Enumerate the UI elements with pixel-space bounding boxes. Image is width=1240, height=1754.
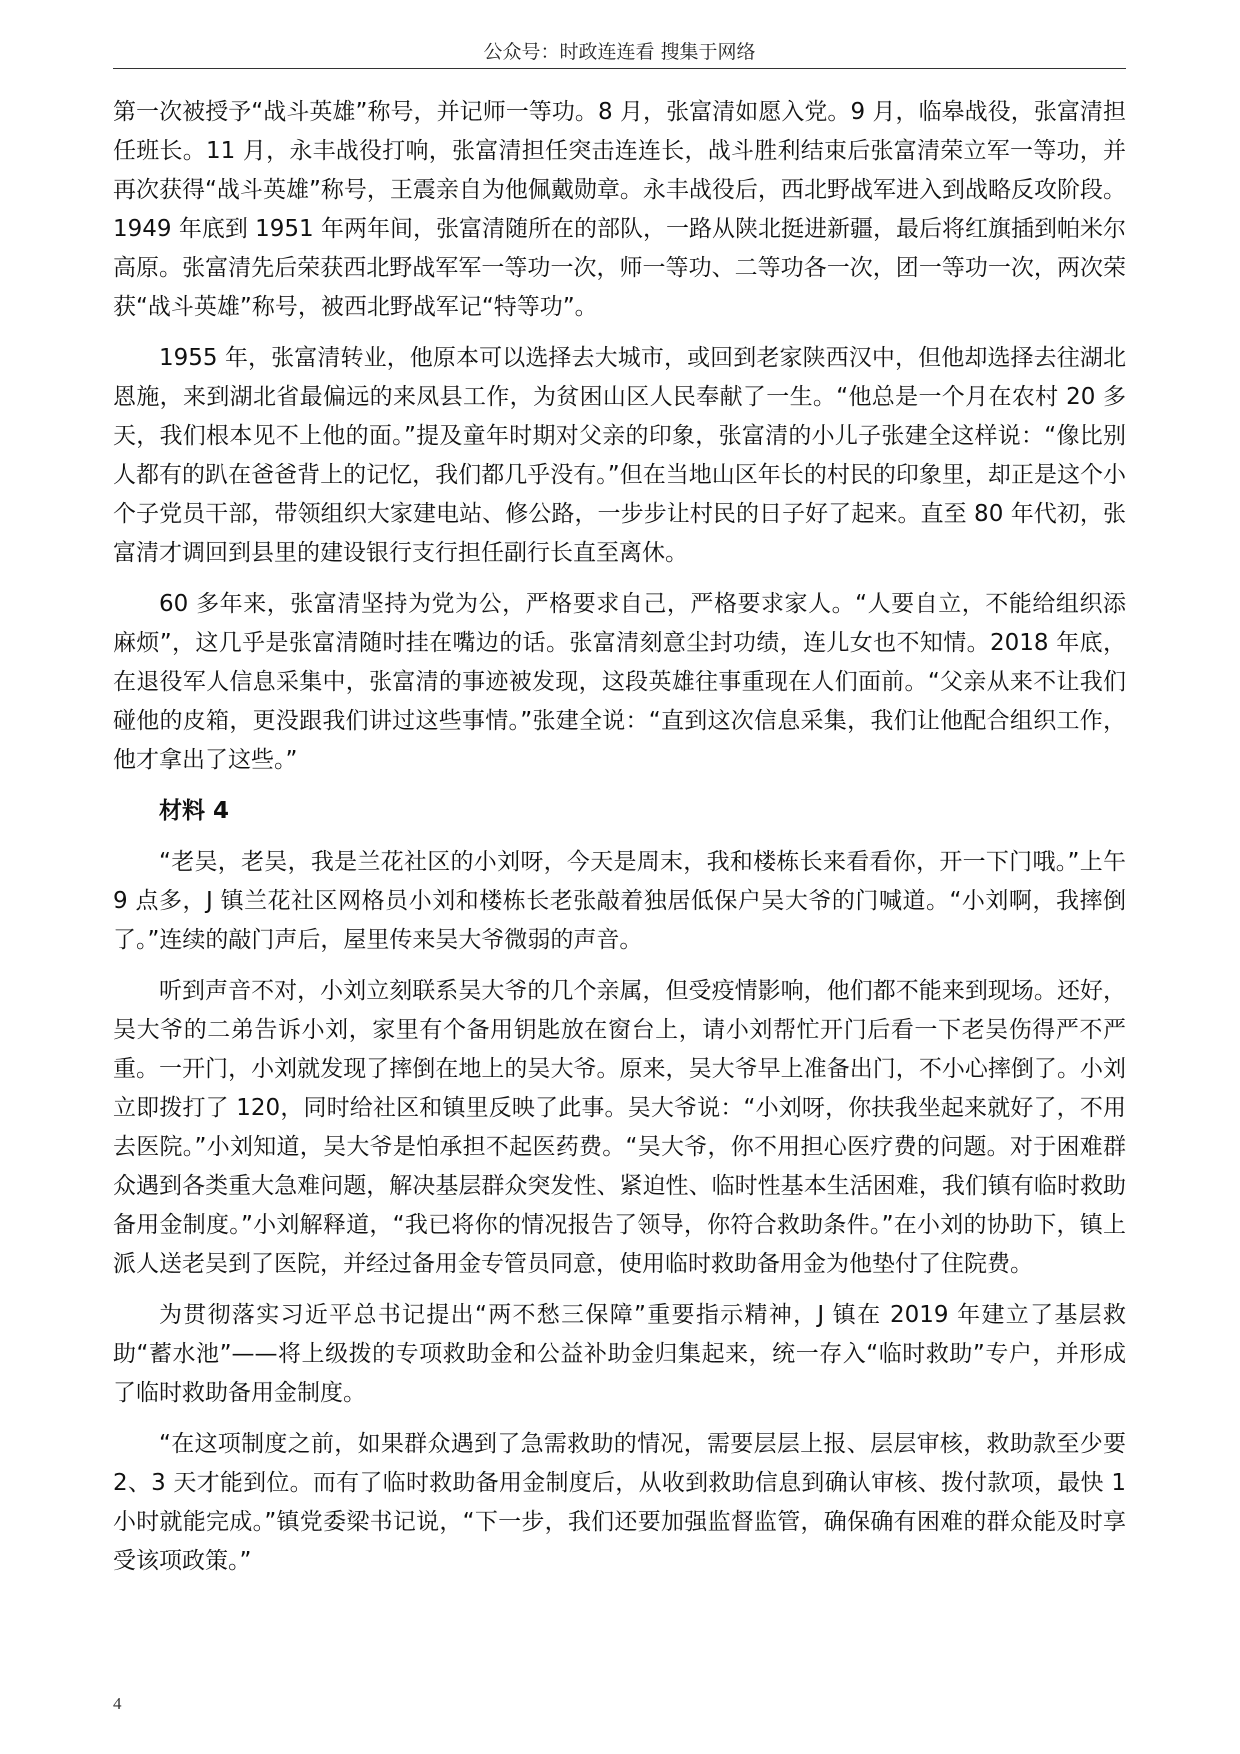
- header-divider: [113, 68, 1126, 69]
- document-body: [113, 93, 1126, 1593]
- paragraph: “老吴，老吴，我是兰花社区的小刘呀，今天是周末，我和楼栋长来看看你，开一下门哦。”上午 9 点多，J 镇兰花社区网格员小刘和楼栋长老张敲着独居低保户吴大爷的门喊道。“小刘啊，我摔倒了。”连续的敲门声后，屋里传来吴大爷微弱的声音。: [113, 849, 1126, 953]
- paragraph: 60 多年来，张富清坚持为党为公，严格要求自己，严格要求家人。“人要自立，不能给组织添麻烦”，这几乎是张富清随时挂在嘴边的话。张富清刻意尘封功绩，连儿女也不知情。2018 年底，在退役军人信息采集中，张富清的事迹被发现，这段英雄往事重现在人们面前。“父亲从来不让我们碰他的皮箱，更没跟我们讲过这些事情。”张建全说：“直到这次信息采集，我们让他配合组织工作，他才拿出了这些。”: [113, 591, 1126, 773]
- section-heading: 材料 4: [159, 798, 230, 824]
- paragraph: 听到声音不对，小刘立刻联系吴大爷的几个亲属，但受疫情影响，他们都不能来到现场。还好，吴大爷的二弟告诉小刘，家里有个备用钥匙放在窗台上，请小刘帮忙开门后看一下老吴伤得严不严重。一开门，小刘就发现了摔倒在地上的吴大爷。原来，吴大爷早上准备出门，不小心摔倒了。小刘立即拨打了 120，同时给社区和镇里反映了此事。吴大爷说：“小刘呀，你扶我坐起来就好了，不用去医院。”小刘知道，吴大爷是怕承担不起医药费。“吴大爷，你不用担心医疗费的问题。对于困难群众遇到各类重大急难问题，解决基层群众突发性、紧迫性、临时性基本生活困难，我们镇有临时救助备用金制度。”小刘解释道，“我已将你的情况报告了领导，你符合救助条件。”在小刘的协助下，镇上派人送老吴到了医院，并经过备用金专管员同意，使用临时救助备用金为他垫付了住院费。: [113, 978, 1126, 1277]
- paragraph: “在这项制度之前，如果群众遇到了急需救助的情况，需要层层上报、层层审核，救助款至少要 2、3 天才能到位。而有了临时救助备用金制度后，从收到救助信息到确认审核、拨付款项，最快 1 小时就能完成。”镇党委梁书记说，“下一步，我们还要加强监督监管，确保确有困难的群众能及时享受该项政策。”: [113, 1431, 1126, 1574]
- page-number: 4: [113, 1694, 122, 1713]
- page-header: 公众号：时政连连看 搜集于网络: [483, 41, 756, 63]
- paragraph-continued: 第一次被授予“战斗英雄”称号，并记师一等功。8 月，张富清如愿入党。9 月，临皋战役，张富清担任班长。11 月，永丰战役打响，张富清担任突击连连长，战斗胜利结束后张富清荣立军一等功，并再次获得“战斗英雄”称号，王震亲自为他佩戴勋章。永丰战役后，西北野战军进入到战略反攻阶段。1949 年底到 1951 年两年间，张富清随所在的部队，一路从陕北挺进新疆，最后将红旗插到帕米尔高原。张富清先后荣获西北野战军军一等功一次，师一等功、二等功各一次，团一等功一次，两次荣获“战斗英雄”称号，被西北野战军记“特等功”。: [113, 99, 1126, 320]
- paragraph: 为贯彻落实习近平总书记提出“两不愁三保障”重要指示精神，J 镇在 2019 年建立了基层救助“蓄水池”——将上级拨的专项救助金和公益补助金归集起来，统一存入“临时救助”专户，并形成了临时救助备用金制度。: [113, 1302, 1126, 1406]
- paragraph: 1955 年，张富清转业，他原本可以选择去大城市，或回到老家陕西汉中，但他却选择去往湖北恩施，来到湖北省最偏远的来凤县工作，为贫困山区人民奉献了一生。“他总是一个月在农村 20 多天，我们根本见不上他的面。”提及童年时期对父亲的印象，张富清的小儿子张建全这样说：“像比别人都有的趴在爸爸背上的记忆，我们都几乎没有。”但在当地山区年长的村民的印象里，却正是这个小个子党员干部，带领组织大家建电站、修公路，一步步让村民的日子好了起来。直至 80 年代初，张富清才调回到县里的建设银行支行担任副行长直至离休。: [113, 345, 1126, 566]
